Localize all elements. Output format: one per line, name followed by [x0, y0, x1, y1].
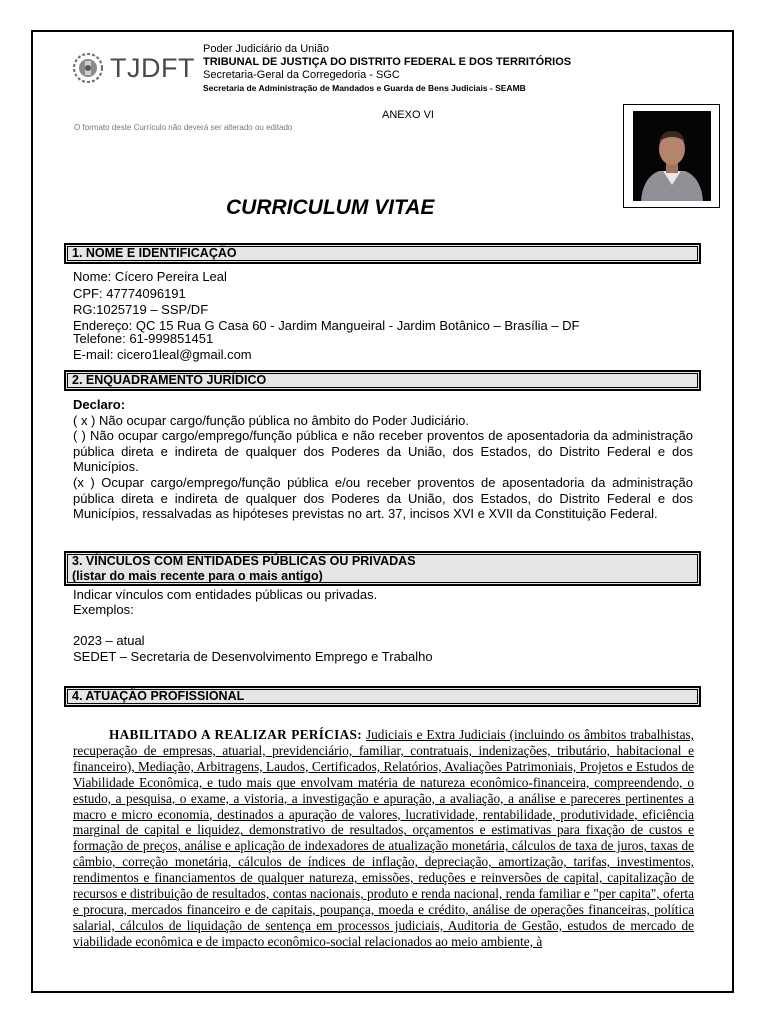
declaro-label: Declaro: — [73, 397, 126, 412]
link-entity: SEDET – Secretaria de Desenvolvimento Emprego e Trabalho — [73, 649, 433, 664]
id-rg: RG:1025719 – SSP/DF — [73, 302, 209, 317]
declaration-option-1: ( x ) Não ocupar cargo/função pública no âmbito do Poder Judiciário. — [73, 412, 469, 428]
section-3-heading-line-1: 3. VÍNCULOS COM ENTIDADES PÚBLICAS OU PRIVADAS — [72, 554, 416, 568]
tjdft-emblem-icon — [72, 52, 104, 84]
annex-label: ANEXO VI — [382, 109, 434, 121]
links-examples-label: Exemplos: — [73, 602, 134, 617]
declaration-option-2: ( ) Não ocupar cargo/emprego/função pública e não receber proventos de aposentadoria da administração pública direta e indireta de qualquer dos Poderes da União, dos Estados, do Distrito Federal e dos Municípios. — [73, 428, 693, 475]
document-title: CURRICULUM VITAE — [226, 196, 435, 219]
section-2-heading-text: 2. ENQUADRAMENTO JURÍDICO — [72, 373, 267, 387]
links-intro: Indicar vínculos com entidades públicas ou privadas. — [73, 587, 378, 602]
section-4-heading-text: 4. ATUAÇÃO PROFISSIONAL — [72, 689, 245, 703]
legal-framework-text — [73, 397, 693, 522]
photo-frame — [623, 104, 720, 208]
section-4-heading — [64, 686, 701, 707]
professional-activity-text — [73, 727, 694, 950]
section-3-heading — [64, 551, 701, 586]
id-email: E-mail: cicero1leal@gmail.com — [73, 347, 252, 362]
tjdft-logo-text: TJDFT — [110, 53, 195, 83]
header-line-1: Poder Judiciário da União — [203, 43, 329, 55]
header-line-4: Secretaria de Administração de Mandados e Guarda de Bens Judiciais - SEAMB — [203, 83, 526, 93]
header-line-3: Secretaria-Geral da Corregedoria - SGC — [203, 69, 400, 81]
id-address: Endereço: QC 15 Rua G Casa 60 - Jardim Mangueiral - Jardim Botânico – Brasília – DF — [73, 318, 580, 333]
activity-lead: HABILITADO A REALIZAR PERÍCIAS: — [109, 727, 362, 742]
id-phone: Telefone: 61-999851451 — [73, 331, 214, 346]
section-3-heading-line-2: (listar do mais recente para o mais antigo) — [72, 569, 323, 583]
id-cpf: CPF: 47774096191 — [73, 286, 186, 301]
id-name: Nome: Cícero Pereira Leal — [73, 269, 227, 284]
header-line-2: TRIBUNAL DE JUSTIÇA DO DISTRITO FEDERAL E DOS TERRITÓRIOS — [203, 56, 572, 68]
section-1-heading-text: 1. NOME E IDENTIFICAÇÃO — [72, 246, 237, 260]
declaration-option-3: (x ) Ocupar cargo/emprego/função pública e/ou receber proventos de aposentadoria da administração pública direta e indireta de qualquer dos Poderes da União, dos Estados, do Distrito Federal e dos Municípios, ressalvadas as hipóteses previstas no art. 37, incisos XVI e XVII da Constituição Federal. — [73, 474, 693, 522]
link-period: 2023 – atual — [73, 633, 145, 648]
section-1-heading — [64, 243, 701, 264]
activity-body: Judiciais e Extra Judiciais (incluindo os âmbitos trabalhistas, recuperação de empresas, atuarial, previdenciário, familiar, contratuais, indenizações, tributário, habitacional e financeiro), Mediação, Arbitragens, Laudos, Certificados, Relatórios, Avaliações Patrimoniais, Projetos e Estudos de Viabilidade Econômica, e tudo mais que envolvam matéria de natureza econômico-financeira, compreendendo, o estudo, a pesquisa, o exame, a vistoria, a investigação e apuração, a avaliação, a análise e pareceres pertinentes a macro e micro economia, destinados a apuração de valores, lucratividade, rentabilidade, produtividade, eficiência marginal de capital e liquidez, demonstrativo de resultados, orçamentos e estimativas para fixação de custos e formação de preços, análise e aplicação de indexadores de atualização monetária, cálculos de taxa de juros, taxas de câmbio, correção monetária, cálculos de índices de inflação, depreciação, amortização, tarifas, investimentos, rendimentos e financiamentos de qualquer natureza, emissões, reduções e reinversões de capital, capitalização de recursos e distribuição de resultados, contas nacionais, produto e renda nacional, renda familiar e "per capita", oferta e procura, mercados financeiro e de capitais, poupança, moeda e crédito, análise de operações financeiras, política salarial, cálculos de liquidação de sentença em processos judiciais, Auditoria de Gestão, estudos de mercado de viabilidade econômica e de impacto econômico-social relacionados ao meio ambiente, à — [73, 727, 694, 949]
profile-photo — [633, 111, 711, 201]
section-2-heading — [64, 370, 701, 391]
format-note: O formato deste Currículo não deverá ser alterado ou editado — [74, 123, 293, 132]
